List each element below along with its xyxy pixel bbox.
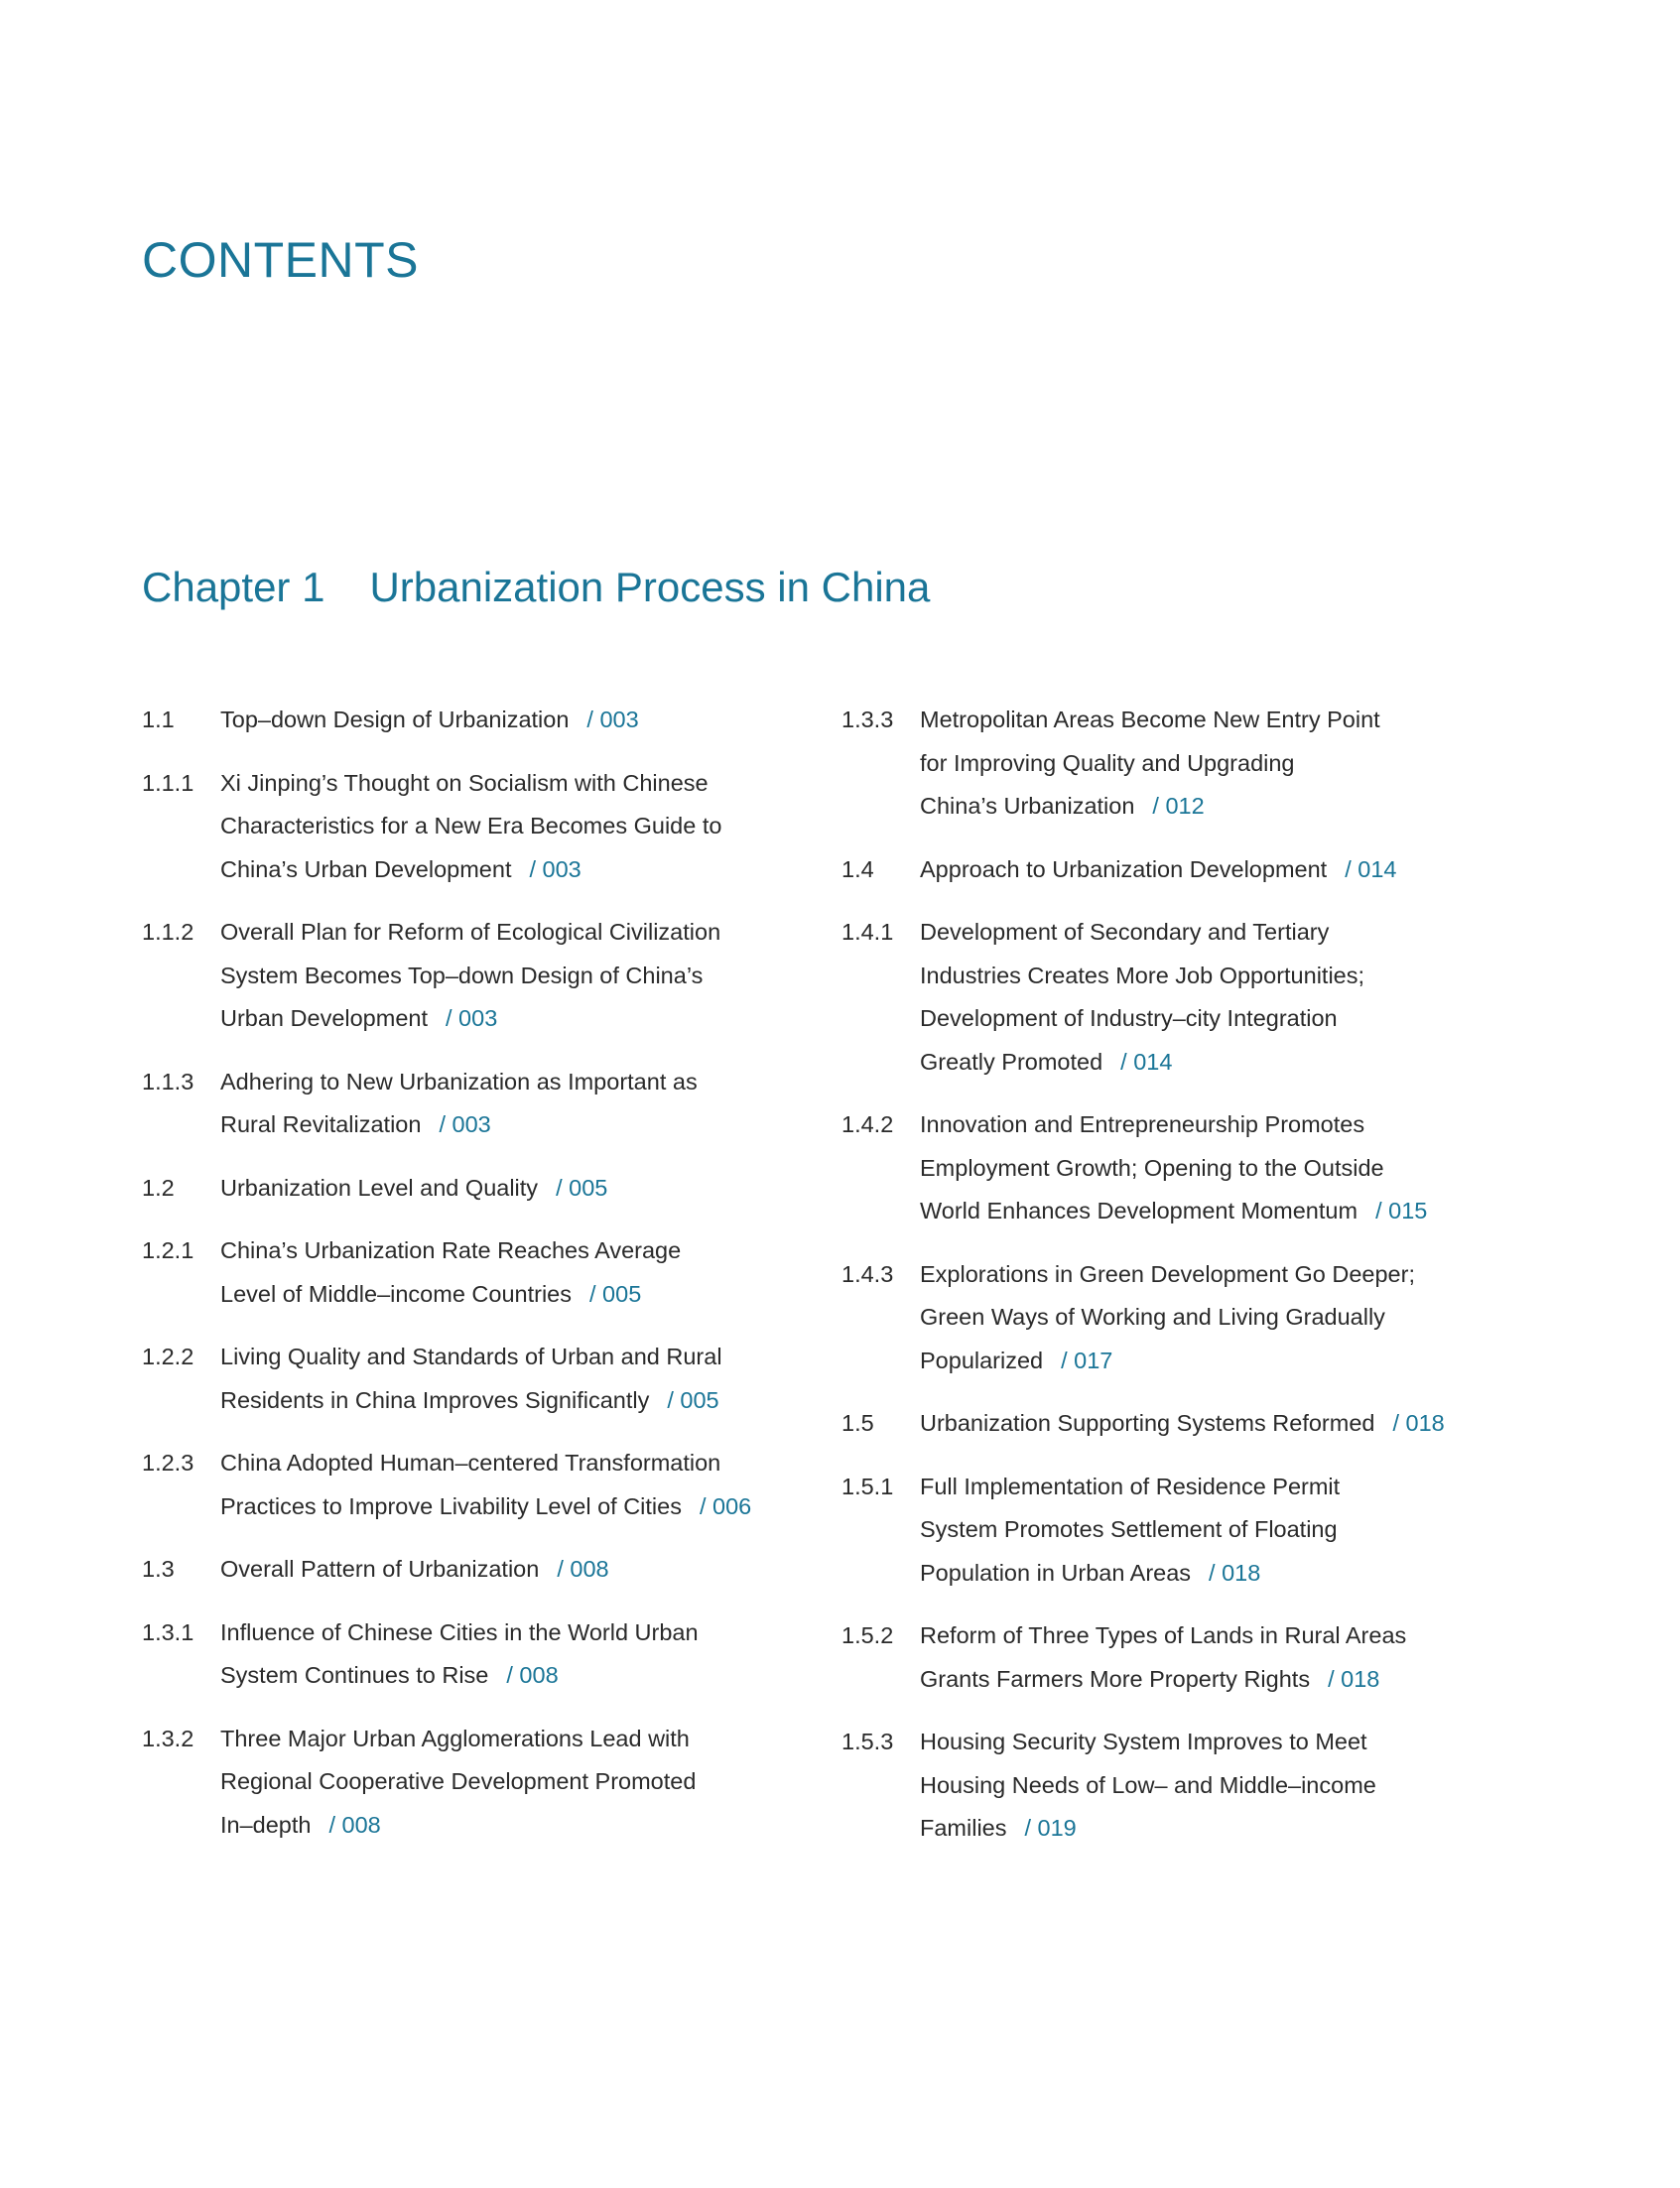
toc-entry-title: Xi Jinping’s Thought on Socialism with Chinese Characteristics for a New Era Becomes Guide to China’s Urban Development / 003 xyxy=(220,769,722,882)
toc-entry-title: Overall Plan for Reform of Ecological Civilization System Becomes Top–down Design of China’s Urban Development / 003 xyxy=(220,919,721,1031)
toc-entry[interactable] xyxy=(142,1167,777,1211)
toc-entry[interactable] xyxy=(142,911,777,1041)
toc-entry-page: / 014 xyxy=(1120,1048,1173,1075)
toc-entry[interactable] xyxy=(841,1402,1486,1446)
toc-entry-title: Explorations in Green Development Go Deeper; Green Ways of Working and Living Gradually Popularized / 017 xyxy=(920,1260,1415,1373)
toc-entry-page: / 005 xyxy=(589,1280,642,1307)
toc-entry-title: Housing Security System Improves to Meet Housing Needs of Low– and Middle–income Families / 019 xyxy=(920,1729,1376,1841)
toc-entry-number: 1.5.3 xyxy=(841,1729,894,1754)
toc-entry-page: / 003 xyxy=(586,707,639,732)
toc-entry[interactable] xyxy=(841,1466,1486,1596)
toc-entry-page: / 006 xyxy=(699,1492,752,1519)
toc-entry-page: / 005 xyxy=(667,1386,719,1413)
toc-entry-page: / 019 xyxy=(1024,1815,1077,1841)
toc-entry-number: 1.1.1 xyxy=(142,769,194,796)
toc-entry[interactable] xyxy=(841,1103,1486,1233)
toc-entry-page: / 005 xyxy=(556,1174,608,1201)
toc-entry[interactable] xyxy=(142,1548,777,1592)
toc-entry[interactable] xyxy=(841,1253,1486,1383)
toc-entry-title: Urbanization Level and Quality / 005 xyxy=(220,1174,608,1201)
toc-entry-number: 1.4 xyxy=(841,855,874,882)
chapter-title: Urbanization Process in China xyxy=(369,564,931,610)
toc-entry[interactable] xyxy=(841,911,1486,1084)
toc-entry-title: Three Major Urban Agglomerations Lead with Regional Cooperative Development Promoted In–depth / 008 xyxy=(220,1725,697,1838)
contents-title: CONTENTS xyxy=(142,232,419,288)
toc-entry-number: 1.3.3 xyxy=(841,707,894,732)
toc-entry[interactable] xyxy=(841,1721,1486,1851)
toc-entry-page: / 017 xyxy=(1061,1347,1113,1373)
toc-entry-title: China Adopted Human–centered Transformation Practices to Improve Livability Level of Cities / 006 xyxy=(220,1450,752,1519)
toc-entry-number: 1.4.1 xyxy=(841,919,894,945)
toc-entry[interactable] xyxy=(841,1614,1486,1701)
toc-entry[interactable] xyxy=(142,762,777,892)
toc-entry-title: Urbanization Supporting Systems Reformed / 018 xyxy=(920,1410,1445,1436)
toc-entry-page: / 012 xyxy=(1152,793,1205,819)
toc-entry-title: Adhering to New Urbanization as Important as Rural Revitalization / 003 xyxy=(220,1068,698,1137)
toc-entry-title: Innovation and Entrepreneurship Promotes Employment Growth; Opening to the Outside World Enhances Development Momentum / 015 xyxy=(920,1111,1428,1223)
toc-entry-page: / 003 xyxy=(446,1005,498,1031)
toc-entry-number: 1.5 xyxy=(841,1410,874,1436)
toc-entry-number: 1.1 xyxy=(142,707,175,732)
toc-entry[interactable] xyxy=(142,1611,777,1698)
toc-entry[interactable] xyxy=(841,848,1486,892)
toc-entry-number: 1.4.3 xyxy=(841,1260,894,1287)
toc-entry-page: / 003 xyxy=(439,1111,491,1137)
toc-entry-number: 1.1.2 xyxy=(142,919,194,945)
toc-entry[interactable] xyxy=(142,1336,777,1422)
toc-entry-title: China’s Urbanization Rate Reaches Average Level of Middle–income Countries / 005 xyxy=(220,1237,682,1307)
toc-entry-page: / 018 xyxy=(1392,1410,1445,1436)
toc-entry[interactable] xyxy=(142,1442,777,1528)
toc-entry-title: Metropolitan Areas Become New Entry Point for Improving Quality and Upgrading China’s Urbanization / 012 xyxy=(920,707,1380,819)
toc-entry-title: Full Implementation of Residence Permit System Promotes Settlement of Floating Population in Urban Areas / 018 xyxy=(920,1473,1341,1586)
toc-entry-title: Reform of Three Types of Lands in Rural Areas Grants Farmers More Property Rights / 018 xyxy=(920,1622,1407,1692)
toc-entry-number: 1.2 xyxy=(142,1174,175,1201)
toc-entry-page: / 018 xyxy=(1209,1559,1261,1586)
toc-entry[interactable] xyxy=(841,699,1486,829)
toc-entry-page: / 014 xyxy=(1345,855,1397,882)
toc-right-column xyxy=(841,699,1486,1870)
toc-entry-number: 1.2.2 xyxy=(142,1344,194,1369)
toc-entry-page: / 003 xyxy=(529,855,582,882)
toc-entry-title: Development of Secondary and Tertiary Industries Creates More Job Opportunities; Development of Industry–city Integration Greatly Promoted / 014 xyxy=(920,919,1365,1075)
toc-entry-page: / 008 xyxy=(506,1662,559,1688)
toc-entry-page: / 008 xyxy=(328,1811,381,1838)
toc-entry-page: / 015 xyxy=(1375,1198,1428,1223)
toc-entry-title: Overall Pattern of Urbanization / 008 xyxy=(220,1556,609,1582)
toc-entry[interactable] xyxy=(142,1229,777,1316)
toc-entry-number: 1.3.2 xyxy=(142,1725,194,1751)
toc-entry-title: Living Quality and Standards of Urban and Rural Residents in China Improves Significantly / 005 xyxy=(220,1344,722,1413)
toc-entry-number: 1.3 xyxy=(142,1556,175,1582)
toc-entry-number: 1.2.3 xyxy=(142,1450,194,1476)
toc-entry-number: 1.4.2 xyxy=(841,1111,894,1137)
chapter-label: Chapter 1 xyxy=(142,564,325,610)
toc-entry-title: Influence of Chinese Cities in the World Urban System Continues to Rise / 008 xyxy=(220,1618,699,1688)
chapter-heading xyxy=(142,562,930,613)
toc-entry-number: 1.5.1 xyxy=(841,1473,894,1499)
toc-entry[interactable] xyxy=(142,1718,777,1848)
toc-entry[interactable] xyxy=(142,699,777,742)
toc-left-column xyxy=(142,699,777,1866)
toc-entry-number: 1.1.3 xyxy=(142,1068,194,1094)
toc-entry-number: 1.5.2 xyxy=(841,1622,894,1648)
toc-entry-number: 1.3.1 xyxy=(142,1618,194,1645)
toc-entry-page: / 018 xyxy=(1328,1665,1380,1692)
toc-entry-number: 1.2.1 xyxy=(142,1237,194,1263)
toc-entry-page: / 008 xyxy=(557,1556,609,1582)
toc-entry[interactable] xyxy=(142,1061,777,1147)
toc-entry-title: Approach to Urbanization Development / 014 xyxy=(920,855,1397,882)
toc-entry-title: Top–down Design of Urbanization / 003 xyxy=(220,707,639,732)
